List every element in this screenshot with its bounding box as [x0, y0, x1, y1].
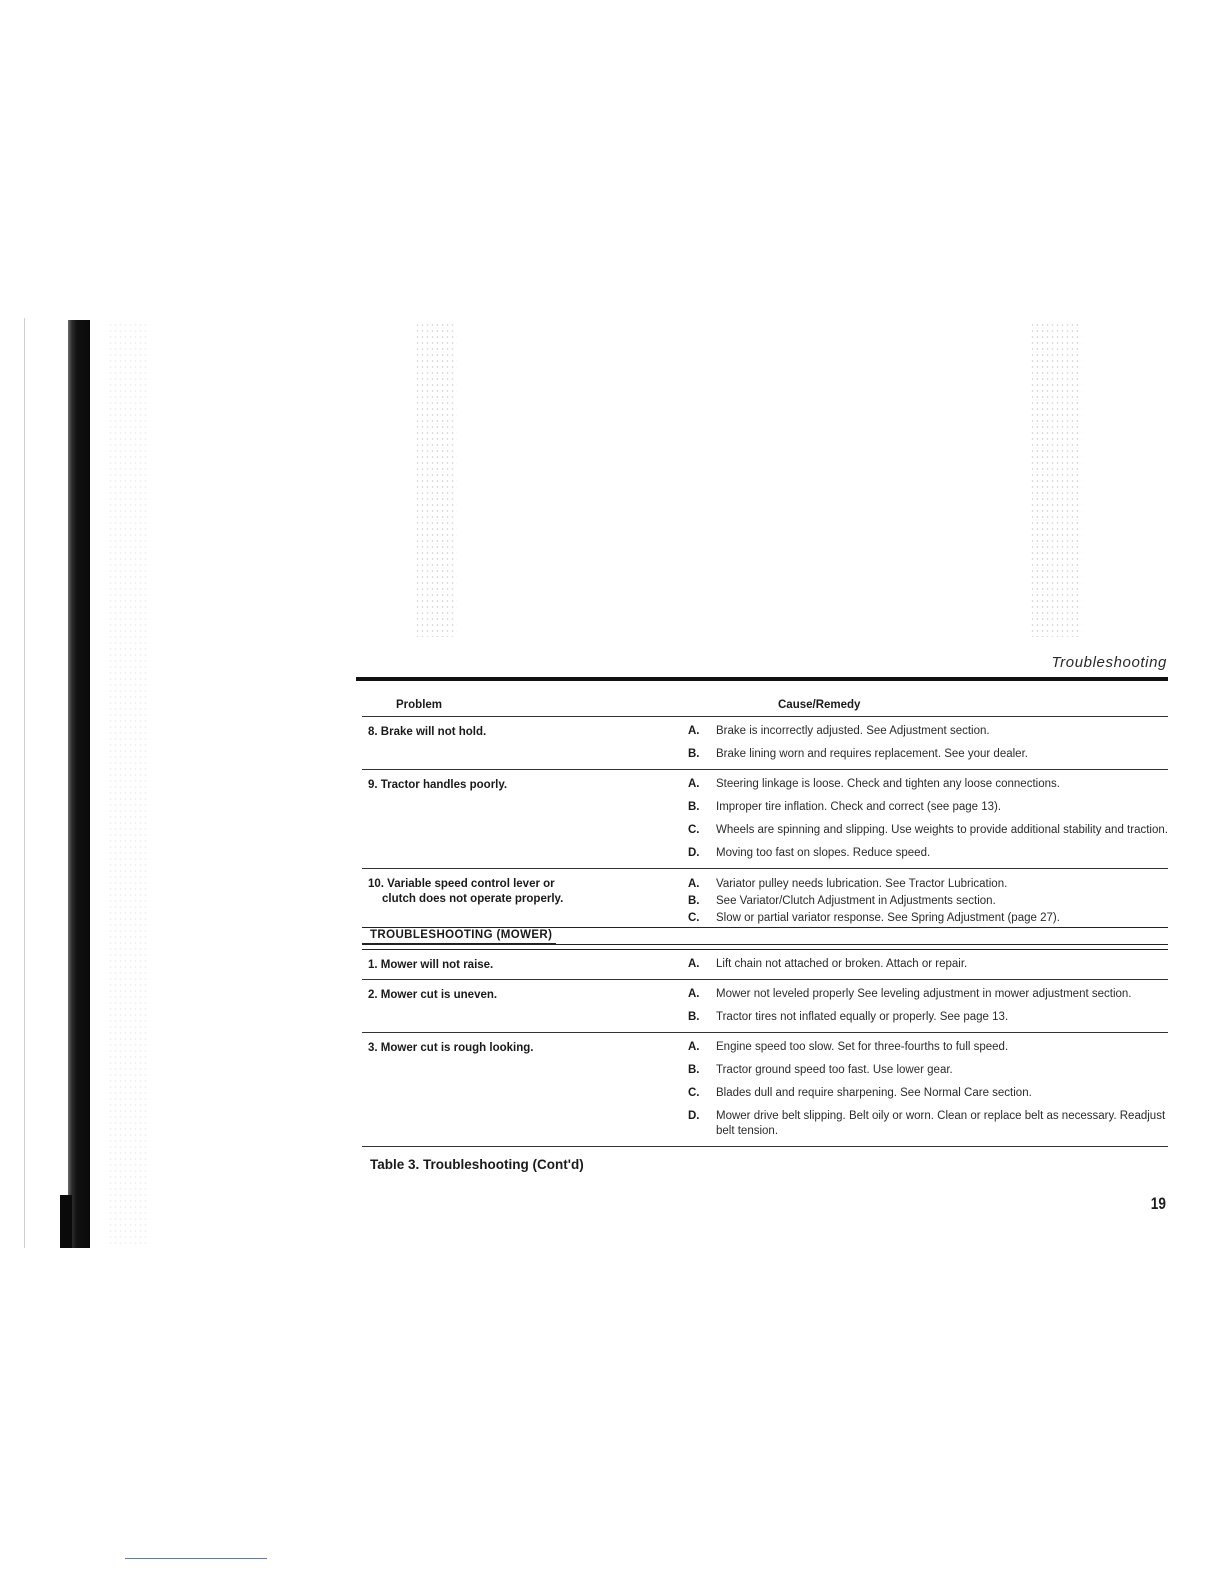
header-rule — [356, 677, 1168, 681]
cause-letter: A. — [688, 725, 700, 737]
cause-letter: A. — [688, 778, 700, 790]
cause-letter: B. — [688, 1064, 700, 1076]
problem-cell: 1. Mower will not raise. — [368, 959, 494, 971]
cause-text: Wheels are spinning and slipping. Use weights to provide additional stability and traction. — [716, 824, 1168, 836]
cause-text: Variator pulley needs lubrication. See Tractor Lubrication. — [716, 878, 1008, 890]
cause-text: Tractor ground speed too fast. Use lower gear. — [716, 1064, 953, 1076]
cause-item — [680, 1059, 1168, 1082]
cause-letter: B. — [688, 1011, 700, 1023]
cause-item — [680, 842, 1168, 865]
causes-cell — [680, 953, 1168, 976]
table-row-group — [362, 717, 1168, 770]
cause-text: Blades dull and require sharpening. See Normal Care section. — [716, 1087, 1032, 1099]
section-divider — [362, 927, 1168, 944]
cause-letter: A. — [688, 878, 700, 890]
cause-text: See Variator/Clutch Adjustment in Adjustments section. — [716, 895, 996, 907]
cause-item — [680, 796, 1168, 819]
cause-letter: C. — [688, 912, 700, 924]
column-header-problem: Problem — [396, 699, 443, 711]
causes-cell — [680, 1036, 1168, 1143]
table-row-group — [362, 869, 1168, 927]
cause-text: Engine speed too slow. Set for three-fourths to full speed. — [716, 1041, 1009, 1053]
cause-letter: A. — [688, 988, 700, 1000]
scan-binding-edge — [24, 318, 25, 1248]
cause-item — [680, 720, 1168, 743]
scan-speckle-left — [415, 322, 457, 637]
footer-underline-link[interactable] — [125, 1558, 267, 1559]
section-heading-mower: TROUBLESHOOTING (MOWER) — [362, 928, 556, 944]
scan-speckle-margin — [108, 322, 148, 1247]
page-number: 19 — [1150, 1194, 1166, 1213]
cause-letter: D. — [688, 1110, 700, 1122]
table-header-row — [362, 694, 1168, 717]
cause-letter: A. — [688, 958, 700, 970]
cause-item — [680, 819, 1168, 842]
scan-speckle-right — [1030, 322, 1082, 637]
causes-cell — [680, 773, 1168, 865]
scan-binding-shadow — [68, 320, 90, 1248]
causes-cell — [680, 872, 1168, 927]
cause-text: Brake lining worn and requires replacement. See your dealer. — [716, 748, 1028, 760]
cause-item — [680, 893, 1168, 910]
cause-letter: B. — [688, 748, 700, 760]
table-caption: Table 3. Troubleshooting (Cont'd) — [370, 1157, 584, 1172]
cause-item — [680, 910, 1168, 927]
cause-letter: B. — [688, 895, 700, 907]
troubleshooting-table — [362, 694, 1168, 1147]
causes-cell — [680, 720, 1168, 766]
cause-text: Slow or partial variator response. See Spring Adjustment (page 27). — [716, 912, 1060, 924]
scan-binding-shadow-foot — [60, 1195, 72, 1248]
cause-item — [680, 1082, 1168, 1105]
cause-item — [680, 743, 1168, 766]
table-row-group — [362, 980, 1168, 1033]
problem-cell: 9. Tractor handles poorly. — [368, 779, 508, 791]
cause-text: Mower not leveled properly See leveling adjustment in mower adjustment section. — [716, 988, 1132, 1000]
cause-text: Mower drive belt slipping. Belt oily or worn. Clean or replace belt as necessary. Readjust belt tension. — [716, 1110, 1166, 1137]
cause-letter: A. — [688, 1041, 700, 1053]
cause-item — [680, 773, 1168, 796]
cause-text: Steering linkage is loose. Check and tighten any loose connections. — [716, 778, 1060, 790]
cause-letter: C. — [688, 1087, 700, 1099]
table-row-group — [362, 950, 1168, 980]
cause-text: Lift chain not attached or broken. Attach or repair. — [716, 958, 968, 970]
running-header-title: Troubleshooting — [1051, 654, 1167, 671]
problem-line: 10. Variable speed control lever or — [368, 878, 555, 890]
cause-letter: D. — [688, 847, 700, 859]
cause-letter: C. — [688, 824, 700, 836]
column-header-cause-remedy: Cause/Remedy — [778, 699, 861, 711]
cause-letter: B. — [688, 801, 700, 813]
cause-text: Brake is incorrectly adjusted. See Adjustment section. — [716, 725, 990, 737]
cause-item — [680, 1036, 1168, 1059]
cause-text: Moving too fast on slopes. Reduce speed. — [716, 847, 931, 859]
cause-text: Improper tire inflation. Check and correct (see page 13). — [716, 801, 1002, 813]
causes-cell — [680, 983, 1168, 1029]
cause-item — [680, 1006, 1168, 1029]
problem-cell — [362, 872, 680, 927]
problem-cell: 8. Brake will not hold. — [368, 726, 487, 738]
problem-cell: 3. Mower cut is rough looking. — [368, 1042, 534, 1054]
cause-item — [680, 1105, 1168, 1143]
problem-line: clutch does not operate properly. — [382, 893, 564, 905]
cause-item — [680, 953, 1168, 976]
problem-cell: 2. Mower cut is uneven. — [368, 989, 498, 1001]
table-row-group — [362, 1033, 1168, 1147]
cause-text: Tractor tires not inflated equally or properly. See page 13. — [716, 1011, 1009, 1023]
cause-item — [680, 872, 1168, 893]
cause-item — [680, 983, 1168, 1006]
table-row-group — [362, 770, 1168, 869]
